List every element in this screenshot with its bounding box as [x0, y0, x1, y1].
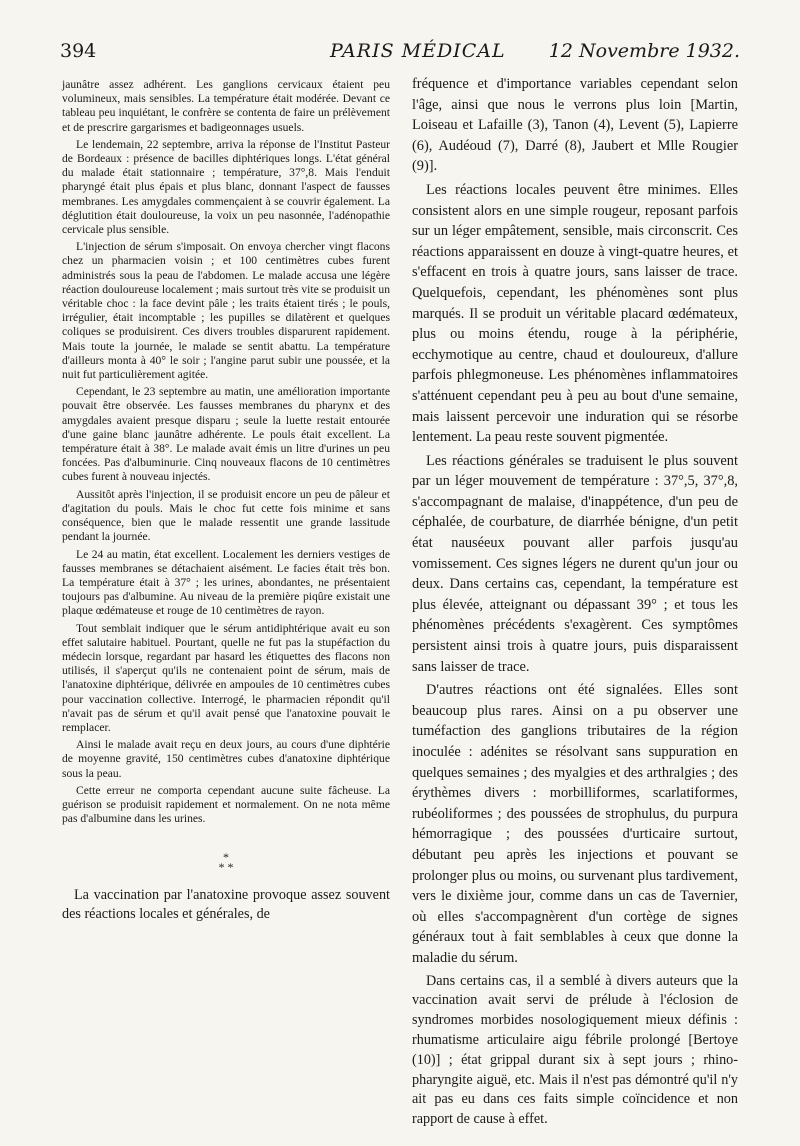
separator-asterisk: * — [223, 850, 229, 865]
paragraph: Le lendemain, 22 septembre, arriva la réponse de l'Institut Pasteur de Bordeaux : présence de bacilles diphtériques longs. L'état général du malade était stationnaire ; température, 37°,8. Mais l'enduit pharyngé était plus épais et plus blanc, donnant l'aspect de fausses membranes. Les amygdales commençaient à se couvrir également. La déglutition était douloureuse, la voix un peu nasonnée, l'adénopathie cervicale plus sensible. — [62, 137, 390, 237]
page-number: 394 — [60, 40, 97, 62]
section-separator — [62, 850, 390, 875]
page-header — [60, 40, 740, 70]
section-opening-paragraph: La vaccination par l'anatoxine provoque assez souvent des réactions locales et générales, de — [62, 887, 390, 923]
paragraph: jaunâtre assez adhérent. Les ganglions cervicaux étaient peu volumineux, mais sensibles. La température était modérée. Devant ce tableau peu inquiétant, le confrère se contenta de faire un prélèvement et de prescrire gargarismes et badigeonnages usuels. — [62, 78, 390, 134]
paragraph: Le 24 au matin, état excellent. Localement les derniers vestiges de fausses membranes se détachaient aisément. Le facies était très bon. La température était à 37° ; les urines, abondantes, ne présentaient toujours pas d'albumine. Au niveau de la première piqûre existait une plaque œdémateuse et rouge de 10 centimètres de rayon. — [62, 547, 390, 618]
separator-asterisks: * * — [218, 860, 234, 875]
paragraph: fréquence et d'importance variables cependant selon l'âge, ainsi que nous le verrons plus loin [Martin, Loiseau et Lafaille (3), Tanon (4), Levent (5), Lapierre (6), Audéoud (7), Darré (8), Jaubert et Mlle Rougier (9)]. — [412, 76, 738, 175]
paragraph: Ainsi le malade avait reçu en deux jours, au cours d'une diphtérie de moyenne gravité, 150 centimètres cubes d'anatoxine diphtérique sous la peau. — [62, 738, 390, 780]
paragraph: Dans certains cas, il a semblé à divers auteurs que la vaccination avait servi de prélude à l'éclosion de syndromes morbides nosologiquement mieux définis : rhumatisme articulaire aigu fébrile prolongé [Bertoye (10)] ; état grippal durant six à sept jours ; rhino-pharyngite aiguë, etc. Mais il n'est pas démontré qu'il n'y ait pas eu dans ces faits simple coïncidence et non rapport de cause à effet. — [412, 972, 738, 1128]
issue-date: 12 Novembre 1932. — [548, 40, 740, 62]
journal-title: PARIS MÉDICAL — [330, 40, 506, 62]
paragraph: Cette erreur ne comporta cependant aucune suite fâcheuse. La guérison se produisit rapidement et normalement. On ne nota même pas d'albumine dans les urines. — [62, 783, 390, 826]
paragraph: L'injection de sérum s'imposait. On envoya chercher vingt flacons chez un pharmacien voisin ; et 100 centimètres cubes furent administrés sous la peau de l'abdomen. Le malade accusa une légère réaction douloureuse localement ; mais surtout très vite se produisit un véritable choc : la face devint pâle ; les traits étaient tirés ; le pouls, irrégulier, était incomptable ; les pupilles se dilatèrent et quelques coliques se produisirent. Ces divers troubles disparurent rapidement. Mais toute la journée, le malade se sentit abattu. La température d'ailleurs monta à 40° le soir ; l'angine parut subir une poussée, et la nuit fut particulièrement agitée. — [62, 240, 390, 382]
paragraph: Aussitôt après l'injection, il se produisit encore un peu de pâleur et d'agitation du pouls. Mais le choc fut cette fois minime et sans conséquence, bien que le malade ressentit une grande lassitude pendant la journée. — [62, 487, 390, 544]
left-column — [62, 78, 390, 924]
paragraph: Les réactions locales peuvent être minimes. Elles consistent alors en une simple rougeur, reposant parfois sur un léger empâtement, sensible, mais circonscrit. Ces réactions apparaissent en douze à vingt-quatre heures, et s'effacent en trois à quatre jours, sans laisser de trace. Quelquefois, cependant, les phénomènes sont plus marqués. Il se produit un véritable placard œdémateux, plus ou moins étendu, rouge à la périphérie, ecchymotique au centre, chaud et douloureux, d'allure parfois phlegmoneuse. Les phénomènes inflammatoires s'atténuent cependant peu à peu au bout d'une semaine, mais laissent percevoir une induration qui se résorbe lentement. La peau reste souvent pigmentée. — [412, 181, 738, 446]
paragraph: Tout semblait indiquer que le sérum antidiphtérique avait eu son effet salutaire habituel. Pourtant, quelle ne fut pas la stupéfaction du médecin lorsque, regardant par hasard les étiquettes des flacons non utilisés, il s'aperçut qu'ils ne contenaient point de sérum, mais de l'anatoxine diphtérique, délivrée en ampoules de 10 centimètres cubes pour vaccination collective. Interrogé, le pharmacien répondit qu'il n'avait pas de sérum et qu'il avait pensé que l'anatoxine pouvait le remplacer. — [62, 621, 390, 734]
paragraph: Les réactions générales se traduisent le plus souvent par un léger mouvement de température : 37°,5, 37°,8, s'accompagnant de malaise, d'inappétence, d'un peu de céphalée, de courbature, de diarrhée bénigne, d'un petit état nauséeux pouvant aller parfois jusqu'au vomissement. Ces signes légers ne durent qu'un jour ou deux. Dans certains cas, cependant, la température est plus élevée, atteignant ou dépassant 39° ; et tous les phénomènes précédents s'exagèrent. Ces symptômes persistent ainsi trois à quatre jours, puis disparaissent sans laisser de trace. — [412, 452, 738, 675]
paragraph: D'autres réactions ont été signalées. Elles sont beaucoup plus rares. Ainsi on a pu observer une tuméfaction des ganglions tributaires de la région inoculée : adénites se résolvant sans suppuration en quelques semaines ; des myalgies et des arthralgies ; des érythèmes divers : morbilliformes, scarlatiformes, rubéoliformes ; des poussées de strophulus, du purpura hémorragique ; des poussées d'urticaire surtout, débutant peu après les injections et pouvant se prolonger plus ou moins, ou survenant plus tardivement, vers le dixième jour, comme dans un cas de Tavernier, où elles s'accompagnèrent d'un cortège de signes généraux tout à fait semblables à ceux que donne la maladie du sérum. — [412, 682, 738, 966]
paragraph: Cependant, le 23 septembre au matin, une amélioration importante pouvait être observée. Les fausses membranes du pharynx et des amygdales avaient presque disparu ; seule la luette restait entourée d'une gaine blanc jaunâtre adhérente. Le pouls était excellent. La température était à 38°. Le malade avait émis un litre d'urines un peu foncées. Pas d'albuminurie. Cinq nouveaux flacons de 10 centimètres cubes furent à nouveau injectés. — [62, 385, 390, 484]
right-column — [412, 74, 738, 1130]
